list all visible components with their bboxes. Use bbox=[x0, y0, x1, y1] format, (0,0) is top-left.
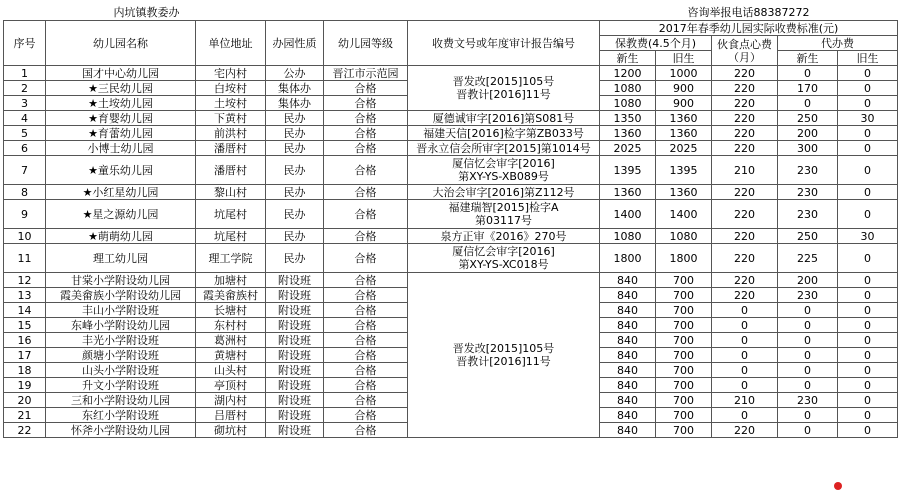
cell-grade: 晋江市示范园 bbox=[324, 66, 408, 81]
table-row bbox=[4, 156, 898, 185]
col-agency-new: 新生 bbox=[778, 51, 838, 66]
cell-name: 理工幼儿园 bbox=[46, 244, 196, 273]
cell-seq: 16 bbox=[4, 333, 46, 348]
cell-agency-new: 230 bbox=[778, 393, 838, 408]
cell-meal: 0 bbox=[712, 348, 778, 363]
col-tuition-new: 新生 bbox=[600, 51, 656, 66]
cell-agency-new: 200 bbox=[778, 273, 838, 288]
cell-seq: 4 bbox=[4, 111, 46, 126]
col-tuition-old: 旧生 bbox=[656, 51, 712, 66]
cell-tuition-new: 840 bbox=[600, 318, 656, 333]
cell-seq: 3 bbox=[4, 96, 46, 111]
cell-seq: 22 bbox=[4, 423, 46, 438]
cell-agency-new: 0 bbox=[778, 66, 838, 81]
cell-tuition-old: 1000 bbox=[656, 66, 712, 81]
cell-seq: 15 bbox=[4, 318, 46, 333]
cell-name: 丰山小学附设班 bbox=[46, 303, 196, 318]
cell-agency-new: 250 bbox=[778, 111, 838, 126]
cell-name: ★童乐幼儿园 bbox=[46, 156, 196, 185]
cell-grade: 合格 bbox=[324, 378, 408, 393]
cell-tuition-new: 1800 bbox=[600, 244, 656, 273]
cell-seq: 7 bbox=[4, 156, 46, 185]
cell-meal: 220 bbox=[712, 141, 778, 156]
cell-address: 加塘村 bbox=[196, 273, 266, 288]
cell-tuition-old: 1395 bbox=[656, 156, 712, 185]
cell-address: 坑尾村 bbox=[196, 200, 266, 229]
cell-agency-old: 0 bbox=[838, 318, 898, 333]
cell-agency-old: 0 bbox=[838, 393, 898, 408]
cell-tuition-old: 900 bbox=[656, 81, 712, 96]
cell-tuition-old: 700 bbox=[656, 423, 712, 438]
cell-address: 黄塘村 bbox=[196, 348, 266, 363]
cell-tuition-new: 1080 bbox=[600, 81, 656, 96]
col-standard: 2017年春季幼儿园实际收费标准(元) bbox=[600, 21, 898, 36]
cell-address: 湖内村 bbox=[196, 393, 266, 408]
cell-grade: 合格 bbox=[324, 363, 408, 378]
cell-meal: 220 bbox=[712, 111, 778, 126]
col-agency: 代办费 bbox=[778, 36, 898, 51]
cell-seq: 13 bbox=[4, 288, 46, 303]
cell-grade: 合格 bbox=[324, 348, 408, 363]
cell-address: 潘厝村 bbox=[196, 141, 266, 156]
cell-tuition-old: 700 bbox=[656, 408, 712, 423]
cell-seq: 1 bbox=[4, 66, 46, 81]
cell-tuition-old: 900 bbox=[656, 96, 712, 111]
cell-grade: 合格 bbox=[324, 156, 408, 185]
table-row bbox=[4, 273, 898, 288]
cell-meal: 0 bbox=[712, 333, 778, 348]
cell-tuition-old: 700 bbox=[656, 393, 712, 408]
table-row bbox=[4, 126, 898, 141]
cell-name: 霞美畲族小学附设幼儿园 bbox=[46, 288, 196, 303]
cell-nature: 公办 bbox=[266, 66, 324, 81]
cell-meal: 220 bbox=[712, 200, 778, 229]
cell-name: 小博士幼儿园 bbox=[46, 141, 196, 156]
cell-name: 三和小学附设幼儿园 bbox=[46, 393, 196, 408]
cell-grade: 合格 bbox=[324, 408, 408, 423]
cell-name: 升文小学附设班 bbox=[46, 378, 196, 393]
fee-table bbox=[3, 4, 898, 438]
cell-name: 东红小学附设班 bbox=[46, 408, 196, 423]
cell-tuition-new: 840 bbox=[600, 303, 656, 318]
cell-doc: 晋发改[2015]105号 晋教计[2016]11号 bbox=[408, 66, 600, 111]
cell-tuition-old: 2025 bbox=[656, 141, 712, 156]
cell-agency-old: 0 bbox=[838, 126, 898, 141]
cell-agency-old: 0 bbox=[838, 81, 898, 96]
cell-doc: 泉方正审《2016》270号 bbox=[408, 229, 600, 244]
cell-agency-new: 0 bbox=[778, 333, 838, 348]
cell-meal: 220 bbox=[712, 423, 778, 438]
cell-name: ★小红星幼儿园 bbox=[46, 185, 196, 200]
cell-tuition-new: 840 bbox=[600, 348, 656, 363]
col-doc: 收费文号或年度审计报告编号 bbox=[408, 21, 600, 66]
cell-nature: 集体办 bbox=[266, 81, 324, 96]
cell-seq: 2 bbox=[4, 81, 46, 96]
cell-nature: 附设班 bbox=[266, 303, 324, 318]
cell-address: 长塘村 bbox=[196, 303, 266, 318]
cell-meal: 220 bbox=[712, 229, 778, 244]
cell-agency-old: 0 bbox=[838, 423, 898, 438]
cell-grade: 合格 bbox=[324, 393, 408, 408]
cell-tuition-new: 840 bbox=[600, 333, 656, 348]
cell-agency-old: 0 bbox=[838, 156, 898, 185]
cell-agency-new: 0 bbox=[778, 423, 838, 438]
cell-address: 坑尾村 bbox=[196, 229, 266, 244]
cell-agency-old: 0 bbox=[838, 141, 898, 156]
cell-agency-old: 0 bbox=[838, 200, 898, 229]
cell-doc: 厦信忆会审字[2016] 第XY-YS-XB089号 bbox=[408, 156, 600, 185]
news-logo-icon bbox=[834, 477, 894, 495]
cell-name: ★星之源幼儿园 bbox=[46, 200, 196, 229]
cell-tuition-old: 700 bbox=[656, 333, 712, 348]
cell-agency-new: 0 bbox=[778, 318, 838, 333]
cell-tuition-new: 840 bbox=[600, 393, 656, 408]
cell-seq: 14 bbox=[4, 303, 46, 318]
cell-name: ★萌萌幼儿园 bbox=[46, 229, 196, 244]
cell-nature: 民办 bbox=[266, 229, 324, 244]
cell-address: 山头村 bbox=[196, 363, 266, 378]
cell-tuition-old: 1360 bbox=[656, 126, 712, 141]
cell-tuition-new: 1360 bbox=[600, 126, 656, 141]
cell-nature: 民办 bbox=[266, 111, 324, 126]
cell-meal: 0 bbox=[712, 303, 778, 318]
col-seq: 序号 bbox=[4, 21, 46, 66]
cell-nature: 附设班 bbox=[266, 423, 324, 438]
cell-address: 黎山村 bbox=[196, 185, 266, 200]
cell-tuition-new: 840 bbox=[600, 408, 656, 423]
cell-meal: 220 bbox=[712, 126, 778, 141]
cell-nature: 民办 bbox=[266, 141, 324, 156]
cell-agency-new: 0 bbox=[778, 348, 838, 363]
cell-name: 东峰小学附设幼儿园 bbox=[46, 318, 196, 333]
cell-grade: 合格 bbox=[324, 333, 408, 348]
cell-agency-old: 0 bbox=[838, 273, 898, 288]
cell-nature: 附设班 bbox=[266, 378, 324, 393]
cell-agency-new: 230 bbox=[778, 156, 838, 185]
cell-seq: 9 bbox=[4, 200, 46, 229]
table-row bbox=[4, 141, 898, 156]
cell-seq: 6 bbox=[4, 141, 46, 156]
cell-agency-old: 0 bbox=[838, 288, 898, 303]
cell-tuition-new: 2025 bbox=[600, 141, 656, 156]
cell-name: 怀斧小学附设幼儿园 bbox=[46, 423, 196, 438]
cell-grade: 合格 bbox=[324, 126, 408, 141]
cell-seq: 20 bbox=[4, 393, 46, 408]
table-row bbox=[4, 200, 898, 229]
cell-name: ★土垵幼儿园 bbox=[46, 96, 196, 111]
cell-nature: 附设班 bbox=[266, 288, 324, 303]
cell-meal: 220 bbox=[712, 244, 778, 273]
cell-nature: 民办 bbox=[266, 200, 324, 229]
cell-tuition-new: 1200 bbox=[600, 66, 656, 81]
cell-agency-new: 170 bbox=[778, 81, 838, 96]
cell-tuition-new: 840 bbox=[600, 378, 656, 393]
cell-grade: 合格 bbox=[324, 111, 408, 126]
cell-tuition-new: 1395 bbox=[600, 156, 656, 185]
cell-seq: 12 bbox=[4, 273, 46, 288]
cell-tuition-old: 1360 bbox=[656, 185, 712, 200]
cell-meal: 0 bbox=[712, 378, 778, 393]
cell-nature: 附设班 bbox=[266, 408, 324, 423]
table-row bbox=[4, 185, 898, 200]
cell-seq: 18 bbox=[4, 363, 46, 378]
cell-agency-new: 230 bbox=[778, 288, 838, 303]
cell-name: 颜塘小学附设班 bbox=[46, 348, 196, 363]
cell-tuition-new: 1400 bbox=[600, 200, 656, 229]
cell-grade: 合格 bbox=[324, 244, 408, 273]
table-row bbox=[4, 111, 898, 126]
cell-agency-new: 300 bbox=[778, 141, 838, 156]
cell-name: 国才中心幼儿园 bbox=[46, 66, 196, 81]
cell-agency-old: 0 bbox=[838, 408, 898, 423]
org-name: 内坑镇教委办 bbox=[113, 5, 180, 19]
cell-seq: 19 bbox=[4, 378, 46, 393]
cell-agency-new: 225 bbox=[778, 244, 838, 273]
cell-address: 宅内村 bbox=[196, 66, 266, 81]
cell-meal: 220 bbox=[712, 185, 778, 200]
cell-seq: 10 bbox=[4, 229, 46, 244]
cell-address: 砌坑村 bbox=[196, 423, 266, 438]
cell-doc: 晋永立信会所审字[2015]第1014号 bbox=[408, 141, 600, 156]
cell-tuition-old: 1360 bbox=[656, 111, 712, 126]
cell-tuition-new: 1360 bbox=[600, 185, 656, 200]
cell-tuition-new: 1350 bbox=[600, 111, 656, 126]
hotline: 咨询举报电话88387272 bbox=[687, 5, 810, 19]
col-address: 单位地址 bbox=[196, 21, 266, 66]
table-row bbox=[4, 229, 898, 244]
cell-tuition-new: 1080 bbox=[600, 229, 656, 244]
cell-agency-new: 0 bbox=[778, 96, 838, 111]
cell-agency-new: 0 bbox=[778, 363, 838, 378]
cell-grade: 合格 bbox=[324, 141, 408, 156]
cell-agency-new: 0 bbox=[778, 378, 838, 393]
cell-tuition-old: 1400 bbox=[656, 200, 712, 229]
cell-doc: 厦德诚审字[2016]第S081号 bbox=[408, 111, 600, 126]
cell-grade: 合格 bbox=[324, 423, 408, 438]
cell-tuition-old: 700 bbox=[656, 303, 712, 318]
cell-agency-new: 0 bbox=[778, 303, 838, 318]
cell-meal: 0 bbox=[712, 363, 778, 378]
cell-doc: 大治会审字[2016]第Z112号 bbox=[408, 185, 600, 200]
cell-grade: 合格 bbox=[324, 185, 408, 200]
cell-agency-old: 0 bbox=[838, 66, 898, 81]
cell-agency-new: 200 bbox=[778, 126, 838, 141]
cell-nature: 附设班 bbox=[266, 393, 324, 408]
cell-tuition-old: 700 bbox=[656, 363, 712, 378]
cell-meal: 0 bbox=[712, 318, 778, 333]
cell-meal: 220 bbox=[712, 66, 778, 81]
cell-doc: 福建天信[2016]检字第ZB033号 bbox=[408, 126, 600, 141]
cell-address: 理工学院 bbox=[196, 244, 266, 273]
cell-nature: 附设班 bbox=[266, 333, 324, 348]
cell-agency-old: 0 bbox=[838, 244, 898, 273]
cell-seq: 17 bbox=[4, 348, 46, 363]
cell-tuition-new: 1080 bbox=[600, 96, 656, 111]
cell-address: 葛洲村 bbox=[196, 333, 266, 348]
cell-tuition-new: 840 bbox=[600, 423, 656, 438]
col-agency-old: 旧生 bbox=[838, 51, 898, 66]
cell-agency-old: 0 bbox=[838, 333, 898, 348]
cell-tuition-old: 700 bbox=[656, 348, 712, 363]
cell-tuition-old: 700 bbox=[656, 273, 712, 288]
cell-tuition-old: 700 bbox=[656, 318, 712, 333]
cell-address: 土垵村 bbox=[196, 96, 266, 111]
cell-tuition-old: 1800 bbox=[656, 244, 712, 273]
cell-address: 白垵村 bbox=[196, 81, 266, 96]
cell-agency-old: 0 bbox=[838, 363, 898, 378]
cell-grade: 合格 bbox=[324, 96, 408, 111]
cell-agency-old: 0 bbox=[838, 378, 898, 393]
cell-seq: 21 bbox=[4, 408, 46, 423]
cell-address: 霞美畲族村 bbox=[196, 288, 266, 303]
cell-nature: 民办 bbox=[266, 126, 324, 141]
cell-doc: 厦信忆会审字[2016] 第XY-YS-XC018号 bbox=[408, 244, 600, 273]
cell-meal: 220 bbox=[712, 288, 778, 303]
cell-address: 前洪村 bbox=[196, 126, 266, 141]
cell-nature: 附设班 bbox=[266, 318, 324, 333]
cell-tuition-old: 700 bbox=[656, 288, 712, 303]
cell-agency-new: 230 bbox=[778, 185, 838, 200]
cell-address: 吕厝村 bbox=[196, 408, 266, 423]
cell-grade: 合格 bbox=[324, 200, 408, 229]
cell-name: ★育蕾幼儿园 bbox=[46, 126, 196, 141]
cell-grade: 合格 bbox=[324, 229, 408, 244]
cell-nature: 附设班 bbox=[266, 363, 324, 378]
cell-tuition-old: 1080 bbox=[656, 229, 712, 244]
cell-agency-old: 0 bbox=[838, 348, 898, 363]
cell-agency-new: 230 bbox=[778, 200, 838, 229]
cell-nature: 民办 bbox=[266, 185, 324, 200]
cell-seq: 11 bbox=[4, 244, 46, 273]
cell-tuition-new: 840 bbox=[600, 273, 656, 288]
cell-address: 潘厝村 bbox=[196, 156, 266, 185]
logo-dot bbox=[834, 482, 842, 490]
cell-meal: 220 bbox=[712, 273, 778, 288]
table-row bbox=[4, 66, 898, 81]
cell-name: 甘棠小学附设幼儿园 bbox=[46, 273, 196, 288]
cell-address: 东村村 bbox=[196, 318, 266, 333]
cell-grade: 合格 bbox=[324, 318, 408, 333]
cell-nature: 附设班 bbox=[266, 348, 324, 363]
cell-doc: 晋发改[2015]105号 晋教计[2016]11号 bbox=[408, 273, 600, 438]
cell-nature: 附设班 bbox=[266, 273, 324, 288]
table-row bbox=[4, 244, 898, 273]
cell-name: 丰光小学附设班 bbox=[46, 333, 196, 348]
cell-agency-new: 0 bbox=[778, 408, 838, 423]
cell-agency-old: 0 bbox=[838, 303, 898, 318]
cell-meal: 0 bbox=[712, 408, 778, 423]
cell-name: ★育婴幼儿园 bbox=[46, 111, 196, 126]
cell-grade: 合格 bbox=[324, 303, 408, 318]
col-grade: 幼儿园等级 bbox=[324, 21, 408, 66]
cell-meal: 220 bbox=[712, 81, 778, 96]
cell-grade: 合格 bbox=[324, 273, 408, 288]
col-nature: 办园性质 bbox=[266, 21, 324, 66]
cell-agency-old: 0 bbox=[838, 185, 898, 200]
cell-seq: 5 bbox=[4, 126, 46, 141]
cell-agency-old: 30 bbox=[838, 111, 898, 126]
cell-meal: 210 bbox=[712, 156, 778, 185]
cell-seq: 8 bbox=[4, 185, 46, 200]
cell-nature: 集体办 bbox=[266, 96, 324, 111]
cell-agency-old: 0 bbox=[838, 96, 898, 111]
cell-nature: 民办 bbox=[266, 156, 324, 185]
cell-meal: 220 bbox=[712, 96, 778, 111]
cell-address: 亭顶村 bbox=[196, 378, 266, 393]
col-name: 幼儿园名称 bbox=[46, 21, 196, 66]
col-tuition: 保教费(4.5个月) bbox=[600, 36, 712, 51]
cell-nature: 民办 bbox=[266, 244, 324, 273]
cell-name: ★三民幼儿园 bbox=[46, 81, 196, 96]
cell-agency-old: 30 bbox=[838, 229, 898, 244]
cell-tuition-new: 840 bbox=[600, 363, 656, 378]
cell-tuition-old: 700 bbox=[656, 378, 712, 393]
cell-address: 下黄村 bbox=[196, 111, 266, 126]
cell-agency-new: 250 bbox=[778, 229, 838, 244]
cell-meal: 210 bbox=[712, 393, 778, 408]
cell-name: 山头小学附设班 bbox=[46, 363, 196, 378]
cell-grade: 合格 bbox=[324, 81, 408, 96]
cell-doc: 福建瑞智[2015]检字A 第03117号 bbox=[408, 200, 600, 229]
cell-grade: 合格 bbox=[324, 288, 408, 303]
col-meal: 伙食点心费（月） bbox=[712, 36, 778, 66]
cell-tuition-new: 840 bbox=[600, 288, 656, 303]
